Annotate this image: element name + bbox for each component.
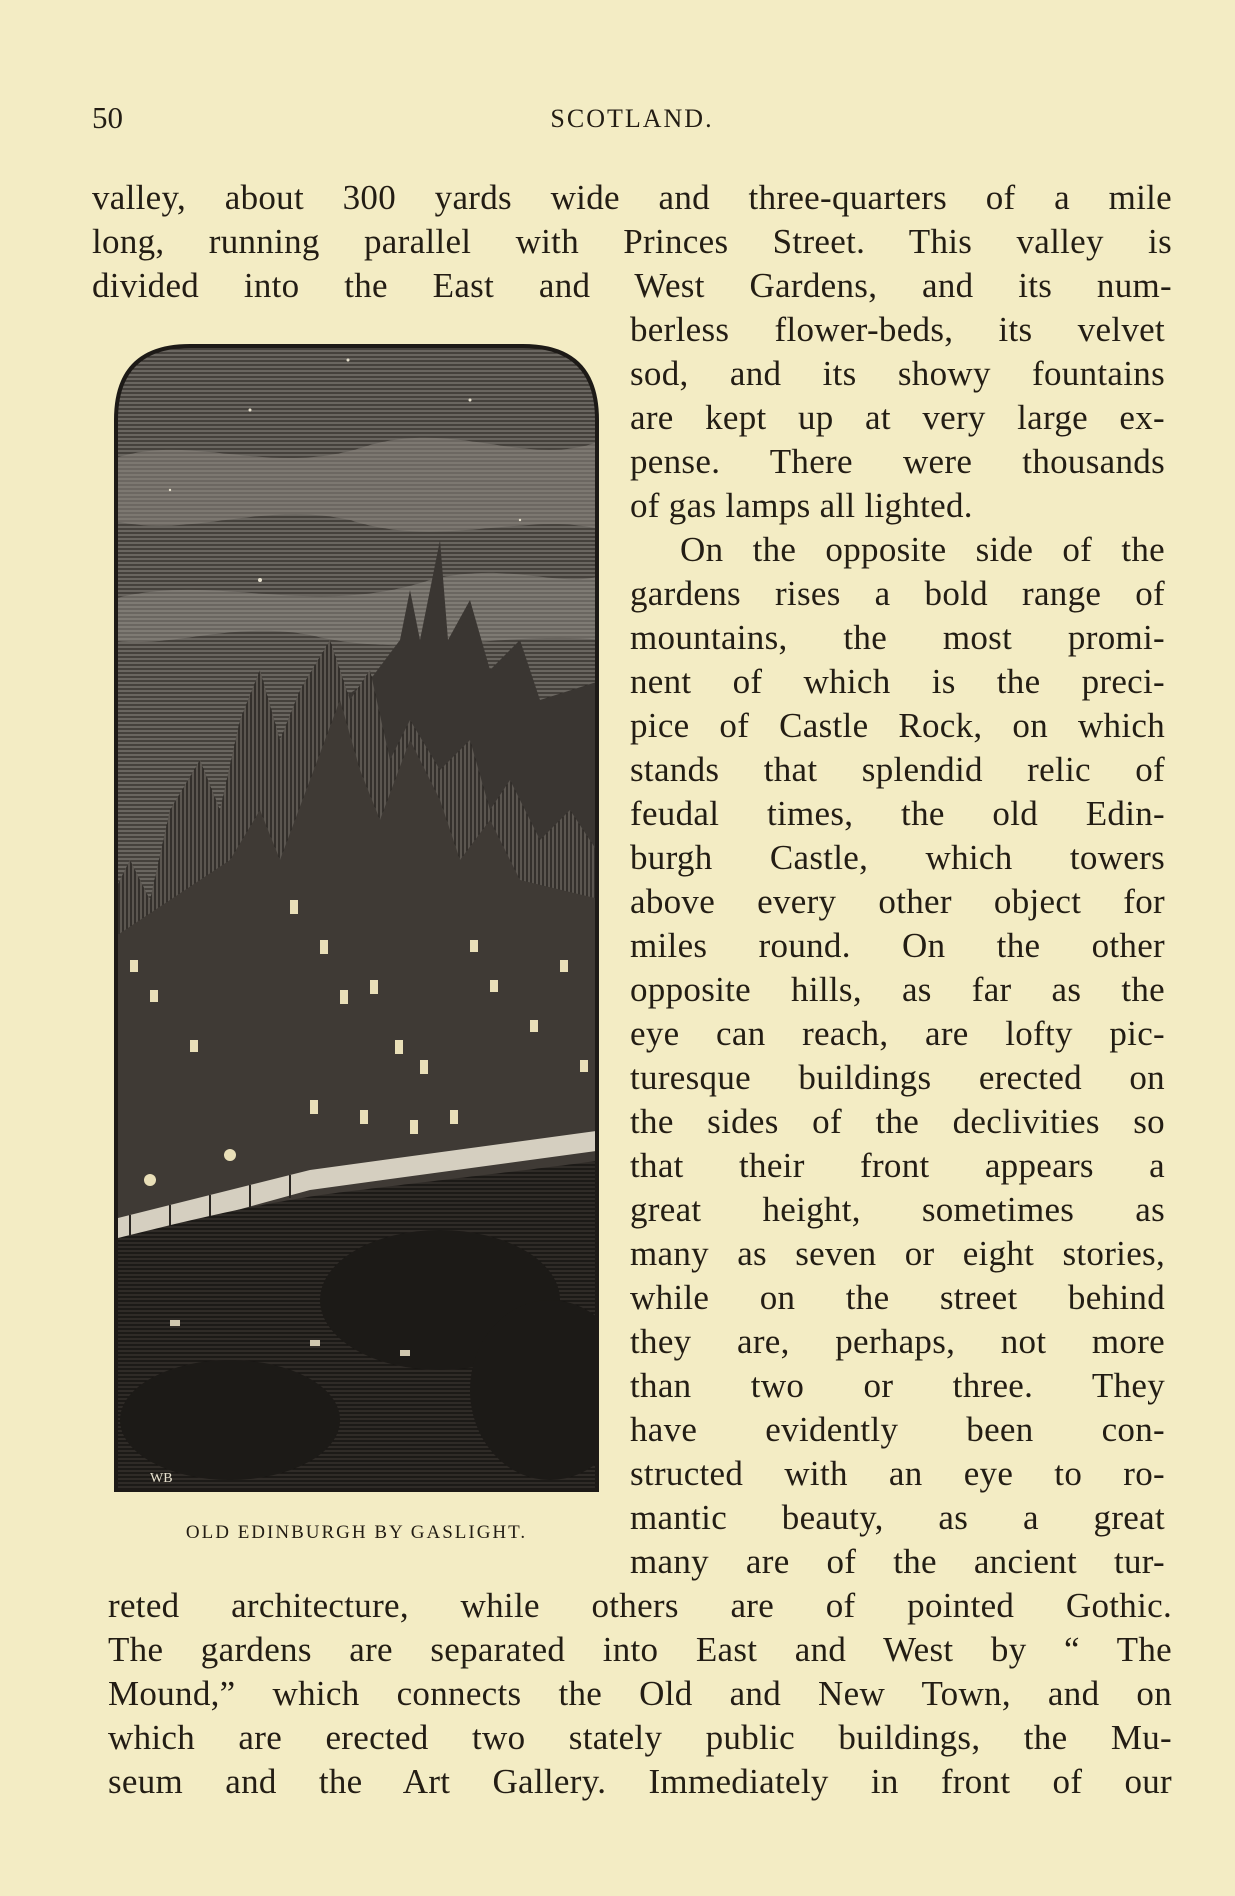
text-line: are kept up at very large ex-	[630, 398, 1165, 437]
text-line: divided into the East and West Gardens, and its num-	[92, 266, 1172, 305]
text-line: Mound,” which connects the Old and New Town, and on	[108, 1674, 1172, 1713]
text-line: stands that splendid relic of	[630, 750, 1165, 789]
text-line: the sides of the declivities so	[630, 1102, 1165, 1141]
text-line: of gas lamps all lighted.	[630, 486, 973, 525]
text-line: structed with an eye to ro-	[630, 1454, 1165, 1493]
text-line: sod, and its showy fountains	[630, 354, 1165, 393]
text-line: nent of which is the preci-	[630, 662, 1165, 701]
text-line: eye can reach, are lofty pic-	[630, 1014, 1165, 1053]
text-line: than two or three. They	[630, 1366, 1165, 1405]
text-line: mountains, the most promi-	[630, 618, 1165, 657]
text-line: that their front appears a	[630, 1146, 1165, 1185]
text-line: pice of Castle Rock, on which	[630, 706, 1165, 745]
text-line: valley, about 300 yards wide and three-quarters of a mile	[92, 178, 1172, 217]
text-line: mantic beauty, as a great	[630, 1498, 1165, 1537]
figure-caption: OLD EDINBURGH BY GASLIGHT.	[185, 1522, 528, 1543]
text-line: long, running parallel with Princes Street. This valley is	[92, 222, 1172, 261]
text-line: which are erected two stately public buildings, the Mu-	[108, 1718, 1172, 1757]
running-head	[92, 100, 1172, 148]
text-line: pense. There were thousands	[630, 442, 1165, 481]
engraver-monogram: WB	[150, 1471, 173, 1486]
text-line: many as seven or eight stories,	[630, 1234, 1165, 1273]
text-line: seum and the Art Gallery. Immediately in front of our	[108, 1762, 1172, 1801]
text-line: above every other object for	[630, 882, 1165, 921]
text-line: miles round. On the other	[630, 926, 1165, 965]
running-title: SCOTLAND.	[550, 104, 714, 133]
text-line: The gardens are separated into East and West by “ The	[108, 1630, 1172, 1669]
text-line: they are, perhaps, not more	[630, 1322, 1165, 1361]
text-line: burgh Castle, which towers	[630, 838, 1165, 877]
text-line: many are of the ancient tur-	[630, 1542, 1165, 1581]
text-line: turesque buildings erected on	[630, 1058, 1165, 1097]
engraving-illustration	[110, 340, 603, 1498]
text-line: great height, sometimes as	[630, 1190, 1165, 1229]
page-number: 50	[92, 100, 123, 135]
paragraph-start-line: On the opposite side of the	[680, 530, 1165, 569]
text-line: berless flower-beds, its velvet	[630, 310, 1165, 349]
text-line: feudal times, the old Edin-	[630, 794, 1165, 833]
text-line: have evidently been con-	[630, 1410, 1165, 1449]
text-line: opposite hills, as far as the	[630, 970, 1165, 1009]
text-line: while on the street behind	[630, 1278, 1165, 1317]
text-line: reted architecture, while others are of pointed Gothic.	[108, 1586, 1172, 1625]
text-line: gardens rises a bold range of	[630, 574, 1165, 613]
